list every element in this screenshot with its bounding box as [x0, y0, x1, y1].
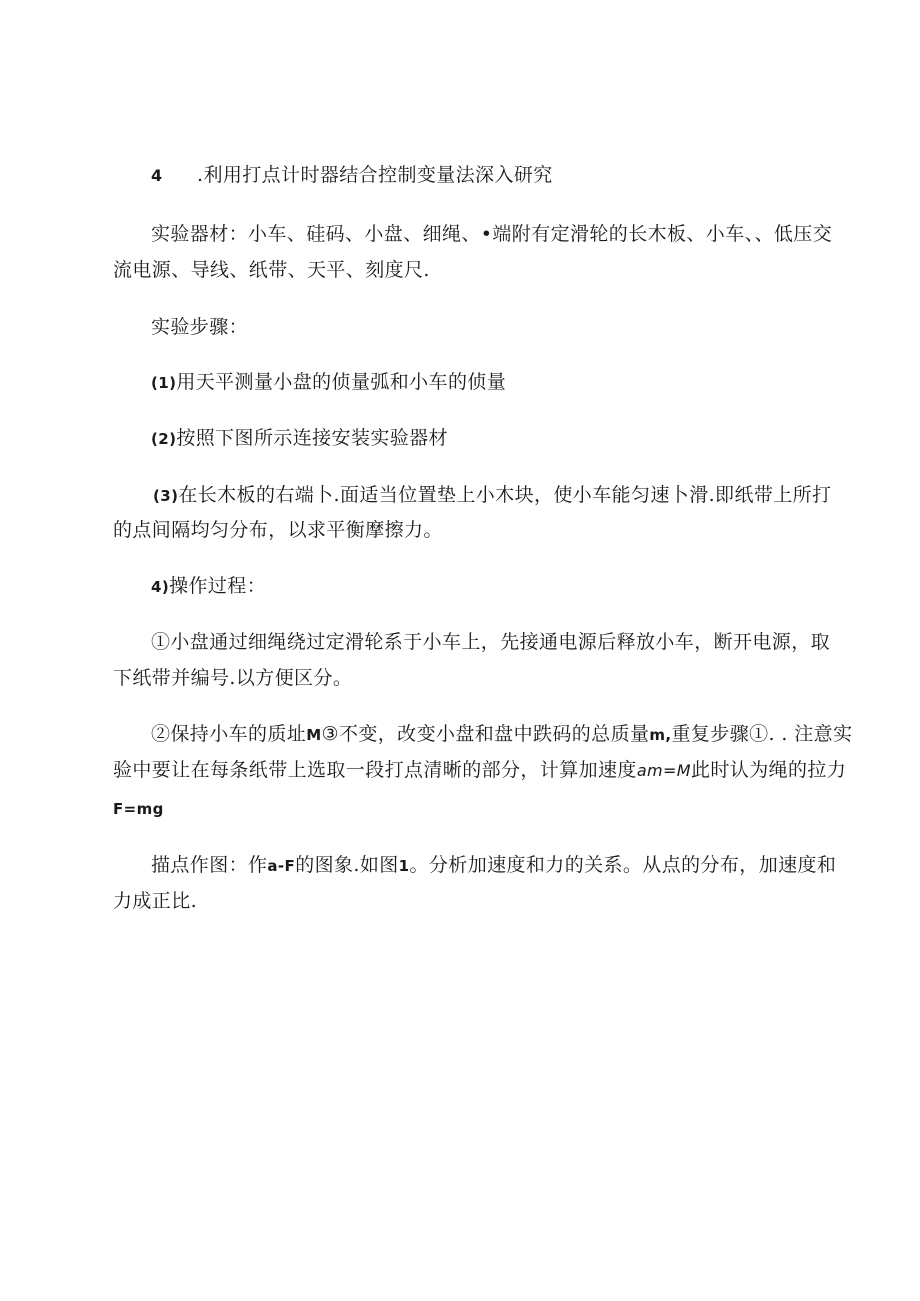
section-number: 4 — [151, 166, 163, 185]
formula-F-mg: F=mg — [113, 800, 164, 818]
step-4-number: 4) — [151, 578, 170, 596]
step-1 — [151, 368, 851, 397]
mass-M: M — [306, 726, 322, 744]
step-2-text: 按照下图所示连接安装实验器材 — [176, 427, 448, 449]
op-2-line-3 — [113, 794, 813, 823]
step-4 — [151, 572, 851, 601]
op-2-line-1: ②保持小车的质址M③不变，改变小盘和盘中跌码的总质量m,重复步骤①. . 注意实 — [151, 723, 853, 745]
materials-line-2: 流电源、导线、纸带、天平、刻度尺. — [113, 259, 430, 281]
mass-m: m, — [649, 726, 672, 744]
step-3-line-1 — [153, 481, 832, 510]
step-3-number: (3) — [153, 487, 179, 505]
step-1-number: (1) — [151, 374, 177, 392]
formula-am: am=M — [636, 761, 692, 780]
op-1-line-2: 下纸带并编号.以方便区分。 — [113, 667, 353, 689]
step-1-text: 用天平测量小盘的侦量弧和小车的侦量 — [176, 371, 507, 393]
figure-number: 1 — [398, 857, 410, 875]
step-2-number: (2) — [151, 430, 177, 448]
section-title: .利用打点计时器结合控制变量法深入研究 — [197, 164, 553, 186]
step-3-line-2: 的点间隔均匀分布，以求平衡摩擦力。 — [113, 519, 443, 541]
op-2-line-2: 验中要让在每条纸带上选取一段打点清晰的部分，计算加速度am=M此时认为绳的拉力 — [113, 759, 847, 781]
a-F-label: a-F — [267, 857, 296, 875]
steps-title: 实验步骤： — [151, 316, 249, 338]
step-3-text-1: 在长木板的右端卜.面适当位置垫上小木块，使小车能匀速卜滑.即纸带上所打 — [178, 484, 832, 506]
plot-line-1: 描点作图：作a-F的图象.如图1。分析加速度和力的关系。从点的分布，加速度和 — [151, 854, 837, 876]
plot-line-2: 力成正比. — [113, 890, 198, 912]
materials-line-1: 实验器材：小车、硅码、小盘、细绳、•端附有定滑轮的长木板、小车、、低压交 — [151, 223, 833, 245]
section-heading — [151, 161, 851, 190]
step-4-text: 操作过程： — [169, 575, 267, 597]
op-1-line-1: ①小盘通过细绳绕过定滑轮系于小车上，先接通电源后释放小车，断开电源，取 — [151, 631, 831, 653]
step-2 — [151, 424, 851, 453]
